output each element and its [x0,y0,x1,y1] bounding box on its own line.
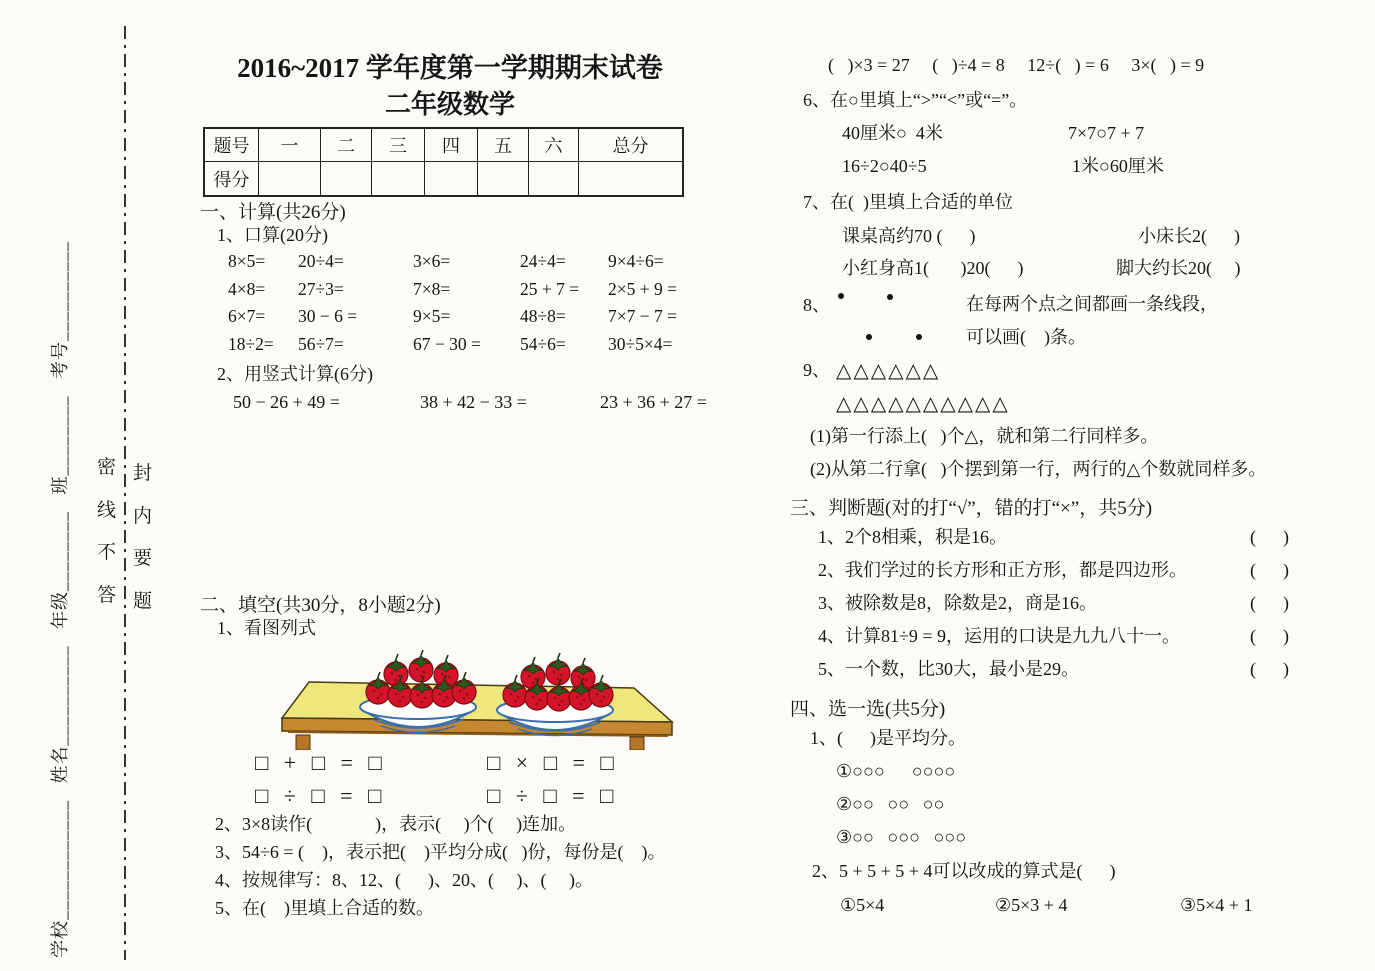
q7-item: 课桌高约70 ( ) [842,226,976,246]
q9-sub2: (2)从第二行拿( )个摆到第一行，两行的△个数就同样多。 [810,459,1267,479]
seal-char: 不 [97,542,117,563]
fill-equation-div1: □ ÷ □ = □ [255,783,387,808]
section1-sub1: 1、口算(20分) [217,225,328,245]
section4-heading: 四、选一选(共5分) [790,699,946,720]
answer-blank: ( ) [1250,560,1289,580]
oral-problem: 6×7= [228,306,266,327]
score-table-header: 一 [259,129,321,162]
score-table-header: 六 [529,129,579,162]
q8-text: 在每两个点之间都画一条线段， [966,294,1218,314]
paper-title: 2016~2017 学年度第一学期期末试卷 [237,53,663,83]
vertical-problem: 50 − 26 + 49 = [233,392,340,412]
section1-sub2: 2、用竖式计算(6分) [217,364,373,384]
score-table-header: 三 [372,129,425,162]
section2-q9-label: 9、 [803,360,830,380]
judge-item: 3、被除数是8，除数是2，商是16。 [818,593,1097,613]
q8-text: 可以画( )条。 [966,327,1086,347]
seal-dashdot-line [124,26,126,960]
score-table-header: 总分 [579,129,682,162]
oral-problem: 56÷7= [298,333,344,354]
section2-heading: 二、填空(共30分，8小题2分) [200,595,441,616]
vertical-problem: 38 + 42 − 33 = [420,392,527,412]
choice-option: ②○○ ○○ ○○ [836,794,945,814]
oral-problem: 67 − 30 = [413,333,481,354]
seal-char: 答 [97,585,117,606]
oral-problem: 30÷5×4= [608,333,673,354]
oral-problem: 30 − 6 = [298,306,358,327]
section2-q3: 3、54÷6 = ( )，表示把( )平均分成( )份，每份是( )。 [215,842,666,862]
section2-q5: 5、在( )里填上合适的数。 [215,898,434,918]
q7-item: 小红身高1( )20( ) [842,258,1024,278]
score-cell [579,162,682,195]
paper-subtitle: 二年级数学 [384,90,515,119]
score-cell [425,162,478,195]
point-dot [838,293,844,299]
oral-problem: 20÷4= [298,251,344,271]
choice-option: ③5×4 + 1 [1180,895,1253,915]
choice-option: ③○○ ○○○ ○○○ [836,827,967,847]
section2-q7: 7、在( )里填上合适的单位 [803,192,1013,212]
judge-item: 4、计算81÷9 = 9，运用的口诀是九九八十一。 [818,626,1181,646]
q6-item: 40厘米○ 4米 [842,123,943,143]
score-cell [372,162,425,195]
oral-problem: 24÷4= [520,251,566,271]
answer-blank: ( ) [1250,527,1289,547]
oral-calculation-grid [228,251,748,361]
fill-equation-mul: □ × □ = □ [487,750,619,775]
q9-sub1: (1)第一行添上( )个△，就和第二行同样多。 [810,426,1159,446]
answer-blank: ( ) [1250,659,1289,679]
section2-q1: 1、看图列式 [217,618,316,638]
section2-q4: 4、按规律写：8、12、( )、20、( )、( )。 [215,870,593,890]
choice-option: ①○○○ ○○○○ [836,761,956,781]
q5-fill-equations: ( )×3 = 27 ( )÷4 = 8 12÷( ) = 6 3×( ) = 9 [828,55,1205,75]
oral-problem: 9×5= [413,306,451,327]
fill-equation-add: □ + □ = □ [255,750,387,775]
oral-problem: 25 + 7 = [520,278,580,299]
score-cell [321,162,372,195]
score-table-header: 二 [321,129,372,162]
seal-char: 内 [133,506,153,527]
oral-problem: 7×7 − 7 = [608,306,677,327]
section4-q2: 2、5 + 5 + 5 + 4可以改成的算式是( ) [812,861,1116,881]
seal-char: 封 [133,463,153,484]
section2-q8-label: 8、 [803,295,830,315]
q6-item: 1米○60厘米 [1072,156,1164,176]
answer-blank: ( ) [1250,593,1289,613]
oral-problem: 8×5= [228,251,266,271]
q7-item: 脚大约长20( ) [1116,258,1241,278]
score-table [203,127,684,197]
strawberry-plates-illustration [278,644,683,750]
judge-item: 1、2个8相乘，积是16。 [818,527,1007,547]
judge-item: 2、我们学过的长方形和正方形，都是四边形。 [818,560,1187,580]
point-dot [916,334,922,340]
oral-problem: 7×8= [413,278,451,299]
score-table-header: 题号 [205,129,259,162]
oral-problem: 18÷2= [228,333,274,354]
oral-problem: 2×5 + 9 = [608,278,677,299]
score-row-label: 得分 [205,162,259,195]
section2-q6: 6、在○里填上“>”“<”或“=”。 [803,90,1028,110]
fill-equation-div2: □ ÷ □ = □ [487,783,619,808]
section2-q2: 2、3×8读作( )，表示( )个( )连加。 [215,814,577,834]
q7-item: 小床长2( ) [1138,226,1240,246]
score-table-header: 四 [425,129,478,162]
q6-item: 16÷2○40÷5 [842,156,927,176]
seal-student-fields: 学校____________ 姓名__________ 年级________ 班________ 考号__________ [50,241,70,958]
score-table-header: 五 [478,129,529,162]
judge-item: 5、一个数，比30大，最小是29。 [818,659,1079,679]
oral-problem: 4×8= [228,278,266,299]
score-cell [478,162,529,195]
oral-problem: 3×6= [413,251,451,271]
oral-problem: 9×4÷6= [608,251,664,271]
section1-heading: 一、计算(共26分) [200,202,346,223]
point-dot [887,294,893,300]
choice-option: ①5×4 [840,895,885,915]
section4-q1: 1、( )是平均分。 [810,728,966,748]
vertical-problem: 23 + 36 + 27 = [600,392,707,412]
q6-item: 7×7○7 + 7 [1068,123,1145,143]
seal-char: 线 [97,500,117,521]
seal-char: 题 [133,591,153,612]
q9-triangle-row2: △△△△△△△△△△ [836,393,1010,415]
q9-triangle-row1: △△△△△△ [836,360,941,382]
choice-option: ②5×3 + 4 [995,895,1068,915]
oral-problem: 48÷8= [520,306,566,327]
oral-problem: 27÷3= [298,278,344,299]
seal-char: 要 [133,548,153,569]
point-dot [866,334,872,340]
seal-char: 密 [97,457,117,478]
score-cell [259,162,321,195]
section3-heading: 三、判断题(对的打“√”，错的打“×”，共5分) [790,498,1153,519]
oral-problem: 54÷6= [520,333,566,354]
answer-blank: ( ) [1250,626,1289,646]
score-cell [529,162,579,195]
